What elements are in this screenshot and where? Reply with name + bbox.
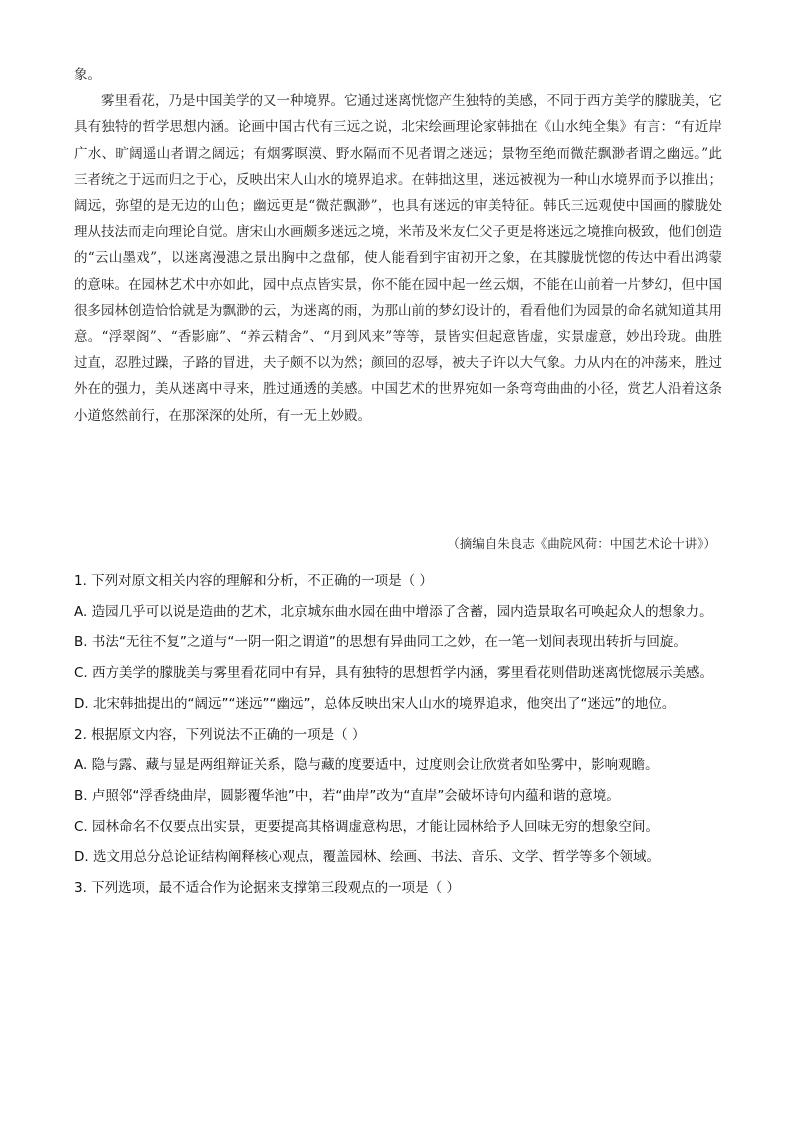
passage — [74, 62, 722, 429]
question-2-stem: 2. 根据原文内容，下列说法不正确的一项是（ ） — [74, 726, 366, 743]
question-1-option-a: A. 造园几乎可以说是造曲的艺术，北京城东曲水园在曲中增添了含蓄，园内造景取名可唤起众人的想象力。 — [74, 603, 713, 620]
question-1-option-c: C. 西方美学的朦胧美与雾里看花同中有异，具有独特的思想哲学内涵，雾里看花则借助迷离恍惚展示美感。 — [74, 665, 714, 682]
passage-source: （摘编自朱良志《曲院风荷：中国艺术论十讲》） — [447, 536, 716, 551]
question-2-option-c: C. 园林命名不仅要点出实景，更要提高其格调虚意构思，才能让园林给予人回味无穷的想象空间。 — [74, 818, 660, 835]
question-list — [74, 566, 722, 904]
passage-paragraph: 雾里看花，乃是中国美学的又一种境界。它通过迷离恍惚产生独特的美感，不同于西方美学的朦胧美，它具有独特的哲学思想内涵。论画中国古代有三远之说，北宋绘画理论家韩拙在《山水纯全集》有言：“有近岸广水、旷阔遥山者谓之阔远；有烟雾暝漠、野水隔而不见者谓之迷远；景物至绝而微茫飘渺者谓之幽远。”此三者统之于远而归之于心，反映出宋人山水的境界追求。在韩拙这里，迷远被视为一种山水境界而予以推出；阔远，弥望的是无边的山色；幽远更是“微茫飘渺”，也具有迷远的审美特征。韩氏三远观使中国画的朦胧处理从技法而走向理论自觉。唐宋山水画颇多迷远之境，米芾及米友仁父子更是将迷远之境推向极致，他们创造的“云山墨戏”，以迷离漫漶之景出胸中之盘郁，使人能看到宇宙初开之象，在其朦胧恍惚的传达中看出鸿蒙的意味。在园林艺术中亦如此，园中点点皆实景，你不能在园中起一丝云烟，不能在山前着一片梦幻，但中国很多园林创造恰恰就是为飘渺的云，为迷离的雨，为那山前的梦幻设计的，看看他们为园景的命名就知道其用意。“浮翠阁”、“香影廊”、“养云精舍”、“月到风来”等等，景皆实但起意皆虚，实景虚意，妙出玲珑。曲胜过直，忍胜过躁，子路的冒进，夫子颇不以为然；颜回的忍辱，被夫子许以大气象。力从内在的冲荡来，胜过外在的强力，美从迷离中寻来，胜过通透的美感。中国艺术的世界宛如一条弯弯曲曲的小径，赏艺人沿着这条小道悠然前行，在那深深的处所，有一无上妙殿。 — [74, 93, 722, 424]
question-2-option-a: A. 隐与露、藏与显是两组辩证关系，隐与藏的度要适中，过度则会让欣赏者如坠雾中，影响观瞻。 — [74, 757, 659, 774]
question-1-option-b: B. 书法“无往不复”之道与“一阴一阳之谓道”的思想有异曲同工之妙，在一笔一划间表现出转折与回旋。 — [74, 634, 687, 651]
question-2-option-d: D. 选文用总分总论证结构阐释核心观点，覆盖园林、绘画、书法、音乐、文学、哲学等多个领域。 — [74, 849, 660, 866]
question-3-stem: 3. 下列选项，最不适合作为论据来支撑第三段观点的一项是（ ） — [74, 880, 460, 897]
question-1-stem: 1. 下列对原文相关内容的理解和分析，不正确的一项是（ ） — [74, 573, 433, 589]
question-1-option-d: D. 北宋韩拙提出的“阔远”“迷远”“幽远”，总体反映出宋人山水的境界追求，他突出了“迷远”的地位。 — [74, 695, 676, 712]
question-2-option-b: B. 卢照邻“浮香绕曲岸，圆影覆华池”中，若“曲岸”改为“直岸”会破坏诗句内蕴和谐的意境。 — [74, 787, 620, 804]
passage-carry-over: 象。 — [74, 67, 101, 83]
